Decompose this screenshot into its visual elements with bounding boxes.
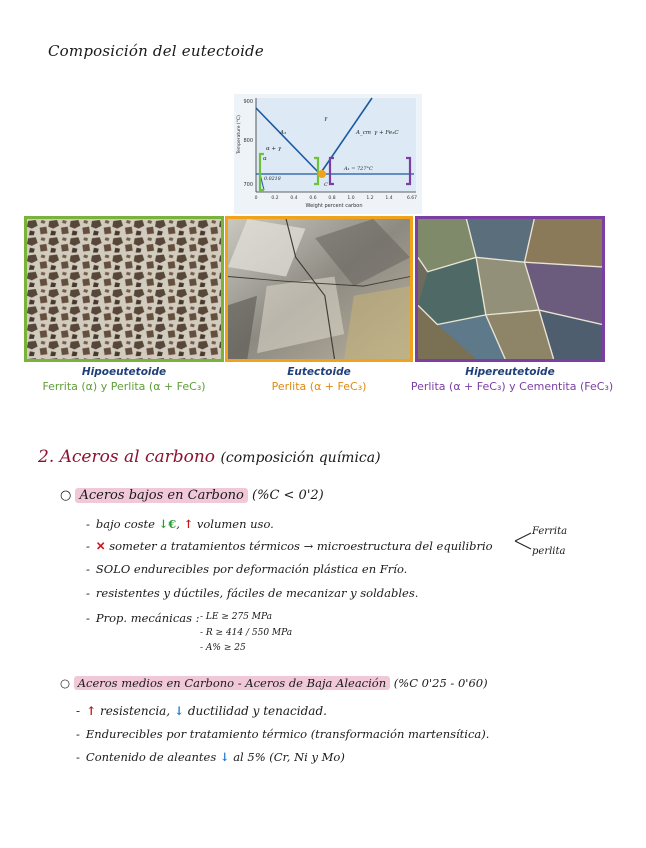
cost-down-icon: ↓€ [158,517,177,531]
low-carbon-title: Aceros bajos en Carbono [75,488,247,503]
x-tick: 0 [254,196,258,201]
micrograph-title-hipo: Hipoeutetoide [81,366,167,378]
section-heading-text: 2. Aceros al carbono [38,447,216,467]
region-alpha-gamma: α + γ [266,146,282,152]
medium-carbon-title: Aceros medios en Carbono - Aceros de Baja Aleación [74,676,390,690]
x-tick: 6.67 [406,196,418,201]
low-carbon-line-5: - Prop. mecánicas : [86,611,200,625]
medium-carbon-line-1: - ↑ resistencia, ↓ ductilidad y tenacidad. [76,704,327,718]
prop-r: - R ≥ 414 / 550 MPa [200,628,293,638]
phase-diagram [234,94,422,214]
region-gamma-fe3c: γ + Fe₃C [374,130,399,136]
micrograph-hipoeutetoide [24,216,224,362]
y-tick: 800 [243,138,253,144]
section-heading [38,447,381,467]
x-tick: 1.2 [366,196,374,201]
medium-carbon-condition: (%C 0'25 - 0'60) [393,676,488,690]
x-tick: 0.2 [271,196,279,201]
branch-ferrita: Ferrita [532,526,568,537]
micrograph-eutectoide [225,216,413,362]
medium-carbon-line-3: - Contenido de aleantes ↓ al 5% (Cr, Ni y Mo) [76,750,345,764]
x-tick: 0.8 [328,196,336,201]
y-tick: 700 [243,182,253,188]
low-carbon-condition: (%C < 0'2) [252,488,324,503]
page-title: Composición del eutectoide [48,42,264,60]
x-tick: 1.0 [347,196,355,201]
region-a3: A₃ [280,130,287,136]
region-alpha: α [263,156,267,162]
label-0218: 0.0218 [264,177,281,182]
prop-a: - A% ≥ 25 [200,643,246,653]
section-heading-paren: (composición química) [220,450,381,466]
low-carbon-line-1: - bajo coste ↓€, ↑ volumen uso. [86,517,274,531]
low-carbon-line-2: - ✕ someter a tratamientos térmicos → microestructura del equilibrio [86,539,493,553]
region-acm: A_cm [356,130,372,136]
prop-le: - LE ≥ 275 MPa [200,612,272,622]
y-tick: 900 [243,99,253,105]
medium-carbon-line-2: - Endurecibles por tratamiento térmico (transformación martensítica). [76,727,490,741]
x-tick: 0.4 [290,196,298,201]
micrograph-hipereutetoide [415,216,605,362]
micrograph-caption-hipo: Ferrita (α) y Perlita (α + FeC₃) [42,380,206,393]
arrow-down-icon: ↓ [173,704,185,718]
micrograph-caption-eutectoide: Perlita (α + FeC₃) [271,380,367,393]
low-carbon-line-3: - SOLO endurecibles por deformación plástica en Frío. [86,562,408,576]
low-carbon-line-4: - resistentes y dúctiles, fáciles de mecanizar y soldables. [86,586,419,600]
arrow-up-icon: ↑ [183,517,194,531]
arrow-up-icon: ↑ [86,704,97,718]
region-gamma: γ [324,116,328,122]
micrograph-caption-hiper: Perlita (α + FeC₃) y Cementita (FeC₃) [410,380,614,393]
x-tick: 1.4 [385,196,393,201]
branch-arrows [514,530,534,552]
low-carbon-heading: ○ Aceros bajos en Carbono (%C < 0'2) [60,488,324,503]
label-c: C [324,182,328,188]
branch-perlita: perlita [532,546,566,557]
micrograph-title-eutectoide: Eutectoide [287,366,351,378]
x-tick: 0.6 [309,196,317,201]
label-a1: A₁ = 727°C [344,166,373,172]
micrograph-title-hiper: Hipereutetoide [465,366,555,378]
medium-carbon-heading: ○ Aceros medios en Carbono - Aceros de Baja Aleación (%C 0'25 - 0'60) [60,676,488,690]
x-axis-label: Weight percent carbon [305,203,363,209]
arrow-down-icon: ↓ [219,750,230,764]
cross-icon: ✕ [95,539,106,553]
y-axis-label: Temperature (°C) [237,115,242,154]
